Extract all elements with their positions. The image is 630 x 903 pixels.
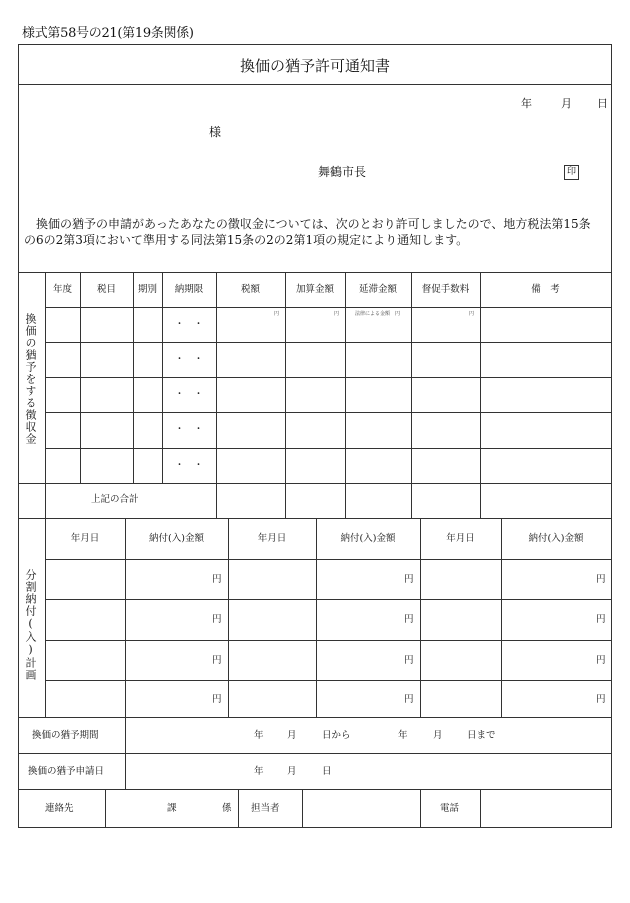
divider xyxy=(19,272,611,273)
divider xyxy=(19,753,611,754)
period-year: 年 xyxy=(254,730,264,741)
divider xyxy=(45,640,611,641)
divider xyxy=(480,789,481,827)
divider xyxy=(45,272,46,518)
divider xyxy=(125,753,126,789)
divider xyxy=(420,518,421,717)
seal-mark: 印 xyxy=(564,165,579,180)
divider xyxy=(216,272,217,518)
grace-period-label: 換価の猶予期間 xyxy=(32,730,99,741)
contact-label: 連絡先 xyxy=(45,803,74,814)
header-installment: 期別 xyxy=(137,284,157,295)
contact-person: 担当者 xyxy=(251,803,280,814)
addressee-honorific: 様 xyxy=(209,125,222,139)
unit-yen: 円 xyxy=(212,655,222,666)
header-additional-amount: 加算金額 xyxy=(295,284,334,295)
divider xyxy=(228,518,229,717)
unit-yen: 円 xyxy=(469,311,475,317)
period-year-2: 年 xyxy=(398,730,408,741)
divider xyxy=(19,483,611,484)
plan-header-amount: 納付(入)金額 xyxy=(149,533,204,544)
due-date-dots: ・ ・ xyxy=(174,389,204,400)
header-fiscal-year: 年度 xyxy=(52,284,72,295)
date-day-label: 日 xyxy=(597,97,608,110)
divider xyxy=(302,789,303,827)
divider xyxy=(420,789,421,827)
unit-yen: 円 xyxy=(596,694,606,705)
unit-yen: 円 xyxy=(404,574,414,585)
divider xyxy=(411,272,412,518)
unit-yen: 円 xyxy=(404,655,414,666)
divider xyxy=(45,448,611,449)
divider xyxy=(45,412,611,413)
unit-yen: 円 xyxy=(404,694,414,705)
divider xyxy=(345,272,346,518)
application-date-label: 換価の猶予申請日 xyxy=(28,766,105,777)
period-month-2: 月 xyxy=(433,730,443,741)
contact-section: 課 xyxy=(167,803,177,814)
period-to: 日まで xyxy=(467,730,496,741)
plan-side-label: 分割納付(入)計画 xyxy=(24,569,37,681)
unit-yen: 円 xyxy=(596,614,606,625)
unit-yen: 円 xyxy=(212,574,222,585)
divider xyxy=(238,789,239,827)
divider xyxy=(316,518,317,717)
divider xyxy=(45,377,611,378)
divider xyxy=(45,680,611,681)
form-frame xyxy=(18,44,612,828)
unit-yen: 円 xyxy=(596,655,606,666)
divider xyxy=(105,789,106,827)
header-arrears-amount: 延滞金額 xyxy=(358,284,397,295)
unit-yen: 円 xyxy=(212,614,222,625)
divider xyxy=(45,307,611,308)
divider xyxy=(45,518,46,717)
header-tax-item: 税目 xyxy=(96,284,116,295)
plan-header-date: 年月日 xyxy=(257,533,287,544)
due-date-dots: ・ ・ xyxy=(174,354,204,365)
period-month: 月 xyxy=(287,730,297,741)
unit-yen: 円 xyxy=(404,614,414,625)
divider xyxy=(45,342,611,343)
body-text-line-2: の6の2第3項において準用する同法第15条の2の2第1項の規定により通知します。 xyxy=(24,233,469,247)
divider xyxy=(45,559,611,560)
period-from: 日から xyxy=(322,730,351,741)
body-text-line-1: 換価の猶予の申請があったあなたの徴収金については、次のとおり許可しましたので、地方税法第15条 xyxy=(36,217,591,231)
page-title: 換価の猶予許可通知書 xyxy=(239,57,390,75)
header-remarks: 備 考 xyxy=(531,284,560,295)
levy-side-label: 換価の猶予をする徴収金 xyxy=(24,313,37,445)
application-year: 年 xyxy=(254,766,264,777)
divider xyxy=(45,599,611,600)
divider xyxy=(285,272,286,518)
header-tax-amount: 税額 xyxy=(240,284,260,295)
divider xyxy=(501,518,502,717)
header-dunning-fee: 督促手数料 xyxy=(421,284,470,295)
plan-header-amount: 納付(入)金額 xyxy=(340,533,396,544)
divider xyxy=(19,789,611,790)
date-month-label: 月 xyxy=(561,97,572,110)
contact-subsection: 係 xyxy=(222,803,232,814)
divider xyxy=(480,272,481,518)
application-month: 月 xyxy=(287,766,297,777)
divider xyxy=(19,518,611,519)
divider xyxy=(19,717,611,718)
divider xyxy=(19,84,611,85)
application-day: 日 xyxy=(322,766,332,777)
due-date-dots: ・ ・ xyxy=(174,319,204,330)
due-date-dots: ・ ・ xyxy=(174,424,204,435)
form-number: 様式第58号の21(第19条関係) xyxy=(22,26,194,41)
plan-header-date: 年月日 xyxy=(70,533,100,544)
total-label: 上記の合計 xyxy=(91,494,139,505)
issuer-name: 舞鶴市長 xyxy=(318,165,367,179)
unit-yen: 円 xyxy=(212,694,222,705)
unit-yen: 円 xyxy=(334,311,340,317)
contact-phone: 電話 xyxy=(440,803,460,814)
header-due-date: 納期限 xyxy=(174,284,204,295)
due-date-dots: ・ ・ xyxy=(174,460,204,471)
date-year-label: 年 xyxy=(521,97,532,110)
plan-header-amount: 納付(入)金額 xyxy=(528,533,584,544)
plan-header-date: 年月日 xyxy=(446,533,475,544)
unit-yen: 円 xyxy=(274,311,280,317)
unit-yen: 円 xyxy=(596,574,606,585)
unit-arrears-legal: 法律による金額 円 xyxy=(355,311,401,317)
